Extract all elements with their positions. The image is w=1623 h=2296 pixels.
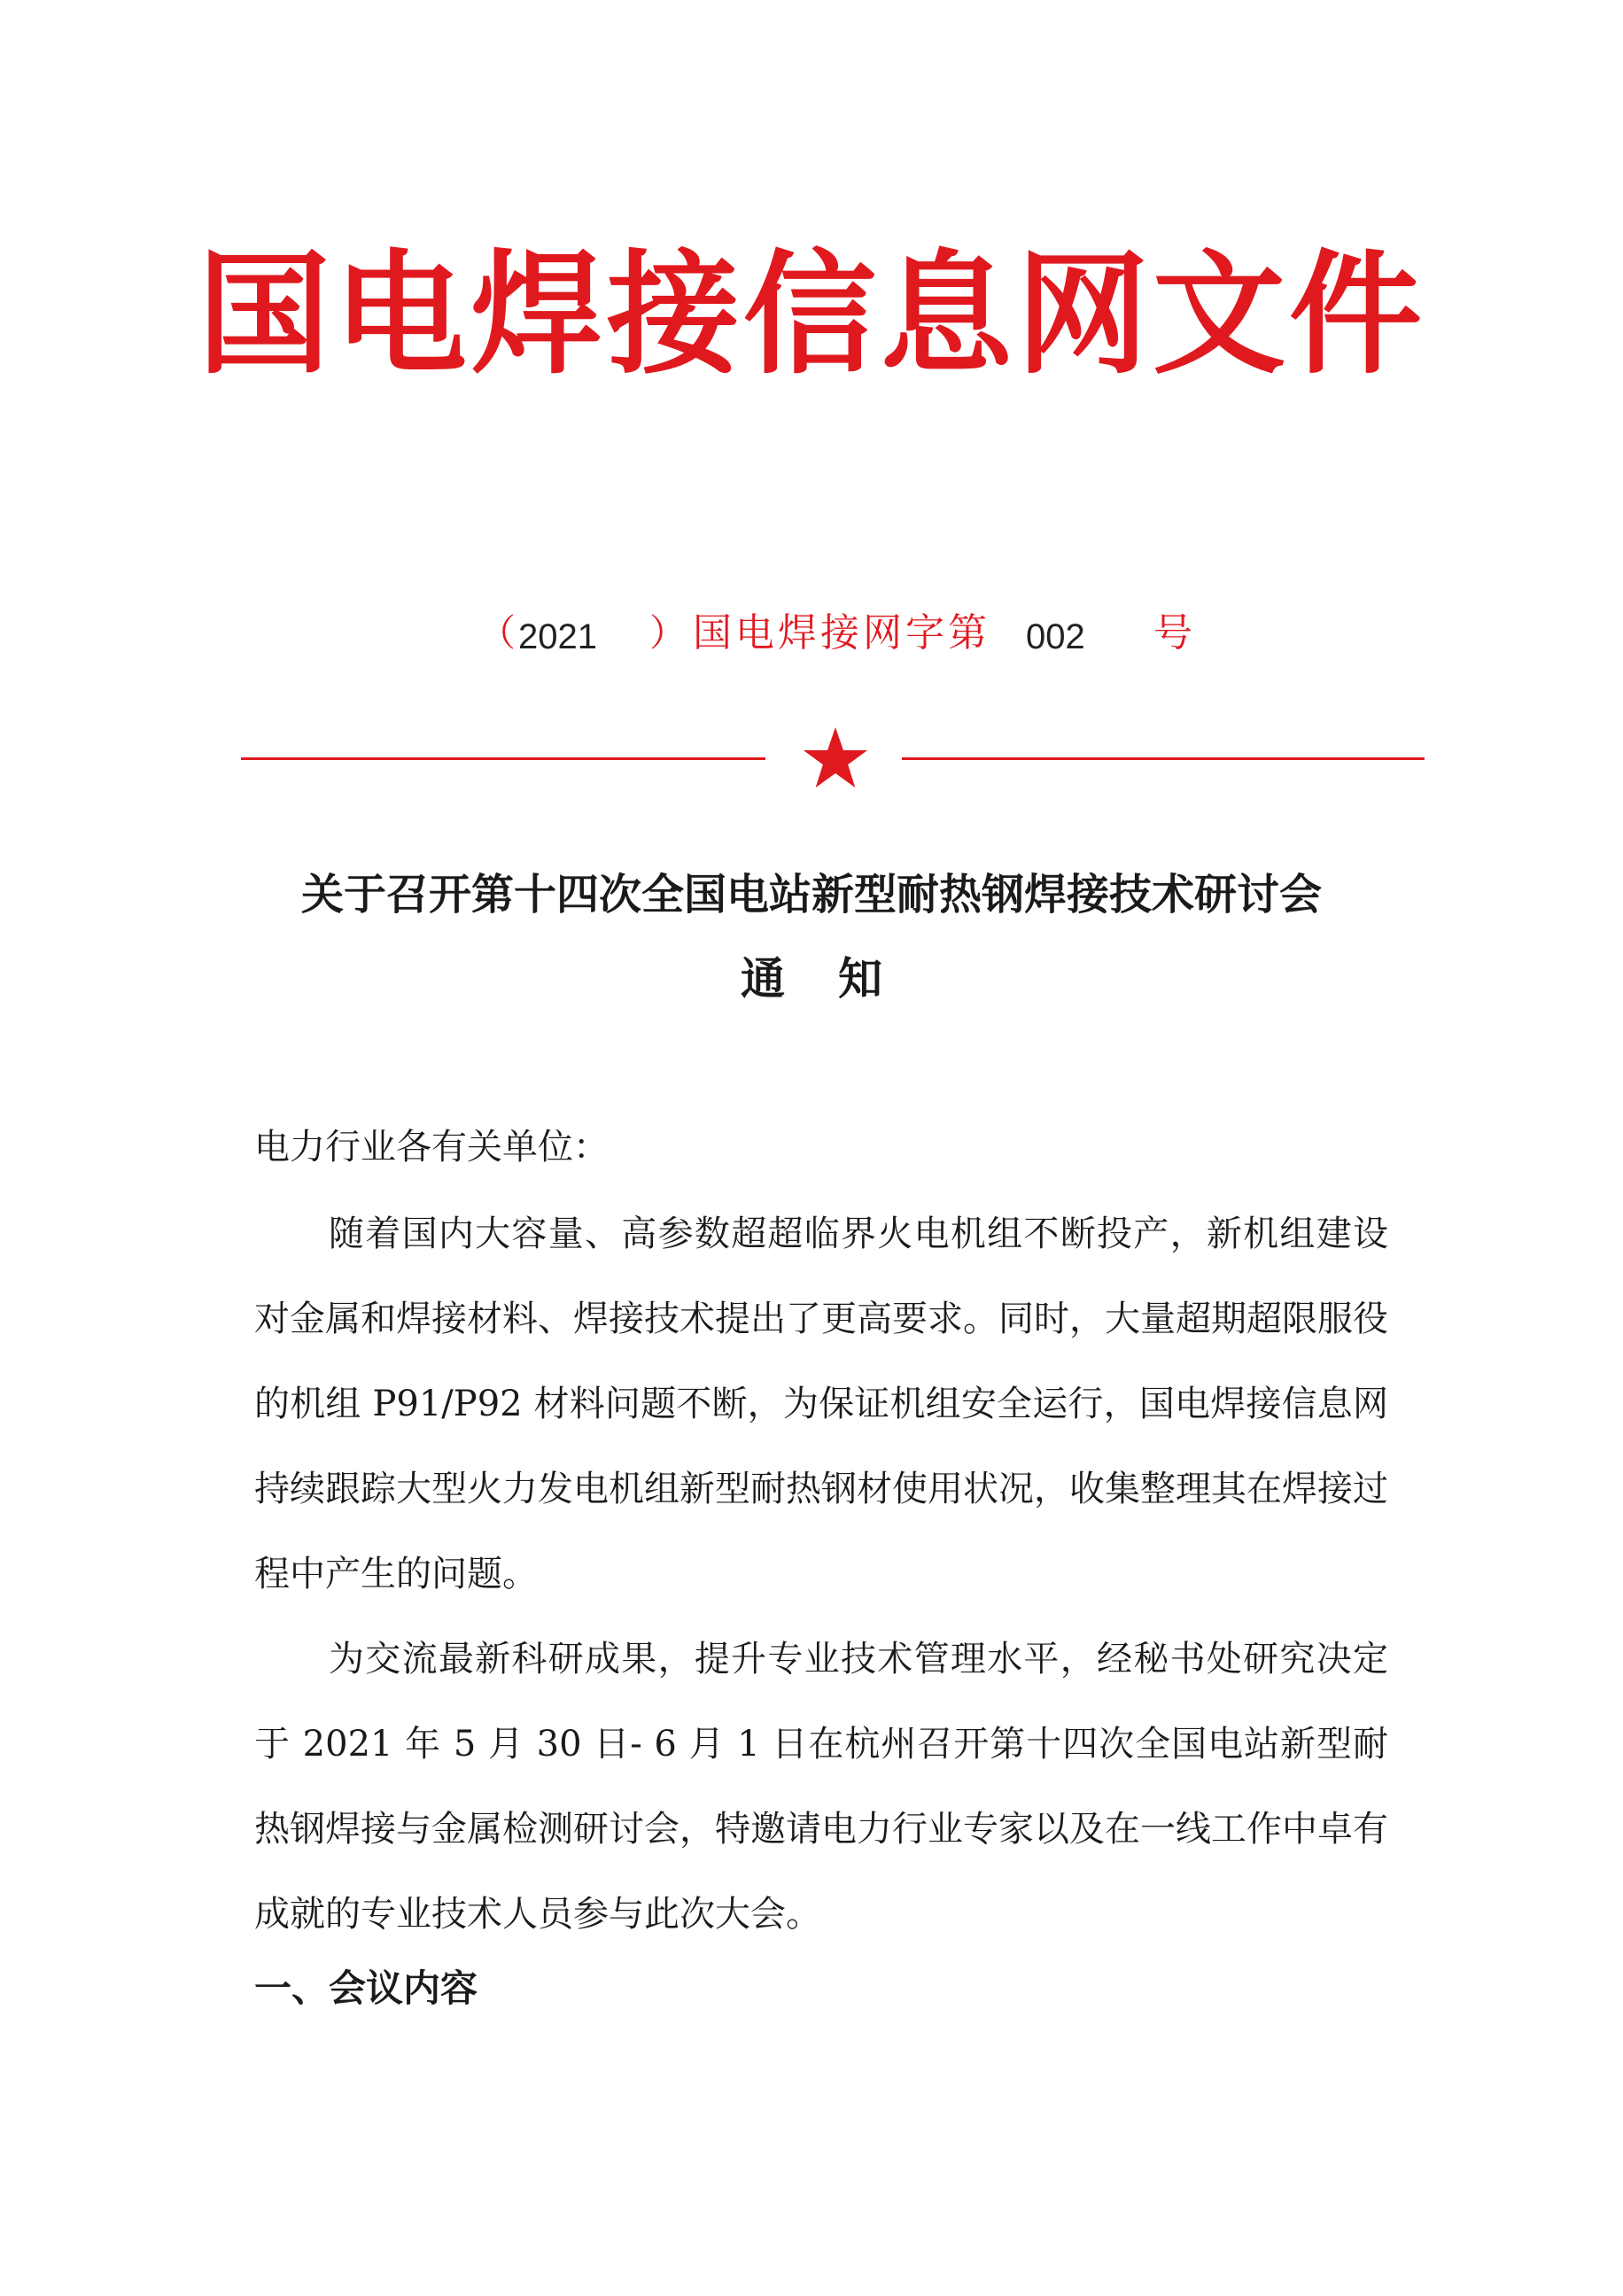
notice-title: 关于召开第十四次全国电站新型耐热钢焊接技术研讨会 <box>300 870 1322 919</box>
doc-number-suffix: 号 <box>1153 610 1192 655</box>
doc-number-sequence: 002 <box>1026 617 1085 656</box>
doc-number-close-paren: ） <box>649 611 687 655</box>
masthead-title: 国电焊接信息网文件 <box>197 237 1425 392</box>
section-heading: 一、会议内容 <box>254 1966 478 2010</box>
salutation: 电力行业各有关单位： <box>254 1127 609 1167</box>
notice-subtitle: 通知 <box>741 953 936 1004</box>
separator-rule-right <box>902 757 1425 760</box>
body-paragraph-2: 为交流最新科研成果，提升专业技术管理水平，经秘书处研究决定于 2021 年 5 月 30 日- 6 月 1 日在杭州召开第十四次全国电站新型耐热钢焊接与金属检测研讨会，特邀请电力行业专家以及在一线工作中卓有成就的专业技术人员参与此次大会。 <box>254 1639 1388 1935</box>
doc-number-open-paren: （ <box>478 611 516 655</box>
doc-number-prefix: 国电焊接网字第 <box>693 610 990 655</box>
star-icon <box>802 725 869 792</box>
separator-rule-left <box>241 757 765 760</box>
body-paragraph-1: 随着国内大容量、高参数超超临界火电机组不断投产，新机组建设对金属和焊接材料、焊接技术提出了更高要求。同时，大量超期超限服役的机组 P91/P92 材料问题不断，为保证机组安全运行，国电焊接信息网持续跟踪大型火力发电机组新型耐热钢材使用状况，收集整理其在焊接过程中产生的问题。 <box>254 1214 1388 1594</box>
document-number <box>0 602 1623 664</box>
doc-number-year: 2021 <box>518 617 597 656</box>
